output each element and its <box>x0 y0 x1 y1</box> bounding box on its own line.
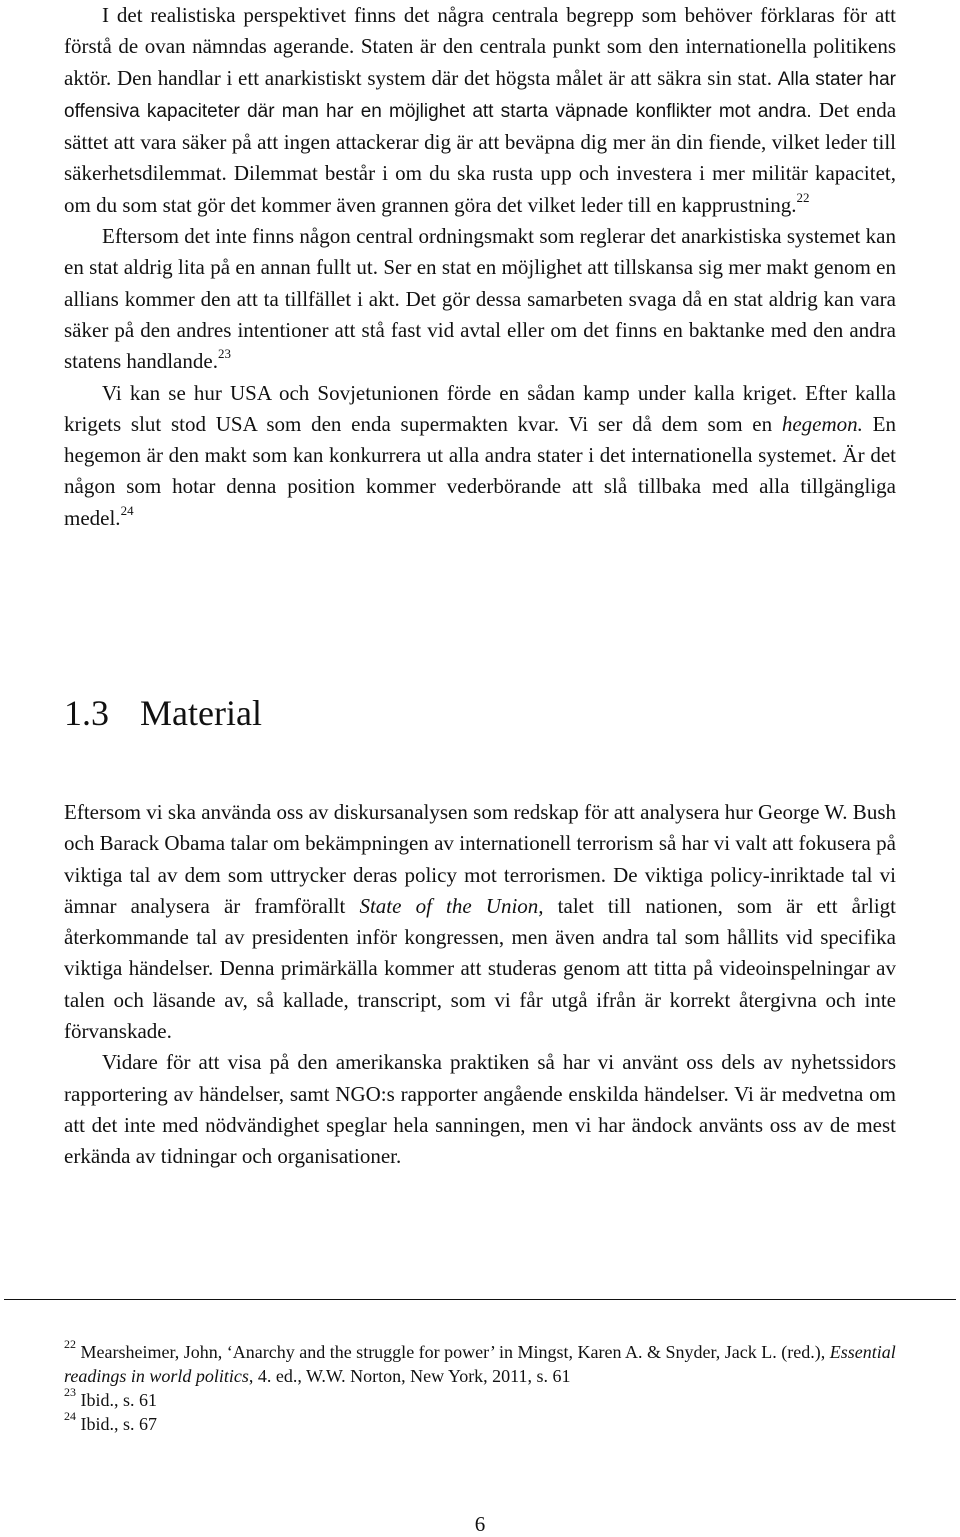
text-run: En hegemon är den makt som kan konkurrera ut alla andra stater i det internationella systemet. Är det någon som hotar denna position kommer vederbörande att slå tillbaka med alla tillgängliga medel. <box>64 411 896 530</box>
footnote-italic-title: Essential readings in world politics <box>64 1342 896 1386</box>
paragraph-realism-concepts <box>64 0 896 221</box>
paragraph-anarchic-system <box>64 221 896 377</box>
section-heading <box>64 688 262 738</box>
footnote-ref-23: 23 <box>217 346 231 362</box>
footnote-text: Ibid., s. 61 <box>76 1390 157 1410</box>
footnote-ref-24: 24 <box>120 502 134 518</box>
paragraph-hegemon <box>64 378 896 534</box>
text-run: Vidare för att visa på den amerikanska praktiken så har vi använt oss dels av nyhetssidors rapportering av händelser, samt NGO:s rapporter angående enskilda händelser. Vi är medvetna om att det inte med nödvändighet speglar hela sanningen, men vi har ändock använts oss av de mest erkända av tidningar och organisationer. <box>64 1050 896 1169</box>
footnote-23 <box>64 1385 896 1412</box>
footnote-text: Ibid., s. 67 <box>76 1414 157 1434</box>
text-run: Eftersom vi ska använda oss av diskursanalysen som redskap för att analysera hur George W. Bush och Barack Obama talar om bekämpningen av internationell terrorism så har vi valt att fokusera på viktiga tal av dem som uttrycker deras policy mot terrorismen. De viktiga policy-inriktade tal vi ämnar analysera är framförallt <box>64 800 896 918</box>
text-run: Vi kan se hur USA och Sovjetunionen förde en sådan kamp under kalla kriget. Efter kalla krigets slut stod USA som den enda supermakten kvar. Vi ser då dem som en <box>64 380 896 436</box>
page-number: 6 <box>474 1512 486 1536</box>
footnote-ref-22: 22 <box>796 189 810 205</box>
text-run: I det realistiska perspektivet finns det några centrala begrepp som behöver förklaras för att förstå de ovan nämndas agerande. Staten är den centrala punkt som den internationella politikens aktör. Den handlar i ett anarkistiskt system där det högsta målet är att säkra sin stat. <box>64 3 896 90</box>
italic-term: State of the Union, <box>359 893 544 918</box>
text-run: Dilemmat består i om du ska rusta upp och investera i mer militär kapacitet, om du som stat gör det kommer även grannen göra det vilket leder till en kapprustning. <box>64 161 897 217</box>
footnote-text: Mearsheimer, John, ‘Anarchy and the struggle for power’ in Mingst, Karen A. & Snyder, Jack L. (red.), <box>76 1342 830 1362</box>
text-run-sans: Alla stater har offensiva kapaciteter där man har en möjlighet att starta väpnade konflikter mot andra. <box>64 68 896 122</box>
material-section <box>64 797 896 1173</box>
italic-term: hegemon. <box>781 411 863 436</box>
text-run: Eftersom det inte finns någon central ordningsmakt som reglerar det anarkistiska systemet kan en stat aldrig lita på en annan fullt ut. Ser en stat en möjlighet att tillskansa sig mer makt genom en allians kommer den att ta tillfället i akt. Det gör dessa samarbeten svaga då en stat aldrig kan vara säker på den andres intentioner att stå fast vid avtal eller om det finns en baktanke med den andra statens handlande. <box>64 224 896 374</box>
paragraph-sources <box>64 1047 896 1172</box>
footnote-number: 22 <box>64 1337 76 1351</box>
footnote-22 <box>64 1337 896 1388</box>
footnote-text: , 4. ed., W.W. Norton, New York, 2011, s. 61 <box>248 1366 571 1386</box>
footnote-number: 23 <box>64 1385 76 1399</box>
footnote-24 <box>64 1409 896 1436</box>
realism-section <box>64 0 896 534</box>
footnotes <box>64 1337 896 1436</box>
text-run: talet till nationen, som är ett årligt återkommande tal av presidenten inför kongressen, men även andra tal som hållits vid specifika viktiga händelser. Denna primärkälla kommer att studeras genom att titta på videoinspelningar av talen och läsande av, så kallade, transcript, som vi får utgå ifrån är korrekt återgivna och inte förvanskade. <box>64 893 896 1044</box>
section-number: 1.3 <box>64 693 109 733</box>
section-title: Material <box>140 693 262 733</box>
footnote-divider <box>4 1299 956 1300</box>
paragraph-method <box>64 797 896 1047</box>
text-run: Det enda sättet att vara säker på att ingen attackerar dig är att beväpna dig mer än din fiende, vilket leder till säkerhetsdilemmat. <box>64 97 897 186</box>
footnote-number: 24 <box>64 1409 76 1423</box>
